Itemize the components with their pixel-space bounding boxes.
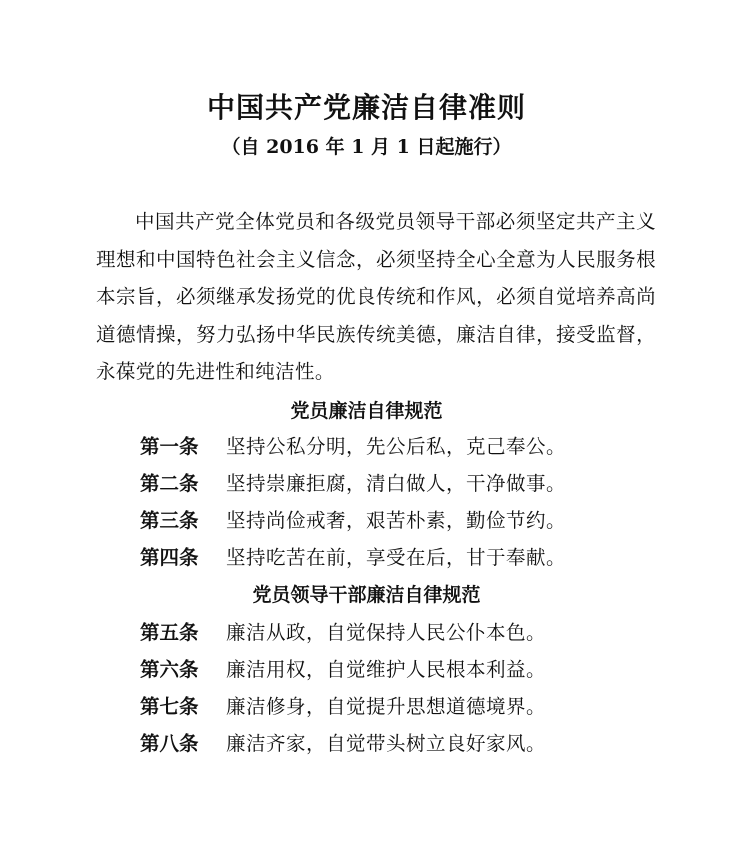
article-number: 第三条	[140, 509, 199, 532]
article-item	[140, 541, 566, 575]
article-number: 第一条	[140, 435, 199, 458]
document-title: 中国共产党廉洁自律准则	[206, 91, 526, 124]
article-item	[140, 690, 546, 724]
article-item	[140, 504, 566, 538]
article-item	[140, 616, 546, 650]
article-item	[140, 430, 566, 464]
section-heading-leaders: 党员领导干部廉洁自律规范	[252, 584, 481, 606]
section-heading-members: 党员廉洁自律规范	[290, 400, 443, 422]
article-number: 第五条	[140, 621, 199, 644]
article-item	[140, 727, 546, 761]
article-number: 第八条	[140, 732, 199, 755]
article-number: 第六条	[140, 658, 199, 681]
article-item	[140, 653, 546, 687]
article-text: 廉洁齐家，自觉带头树立良好家风。	[226, 732, 547, 755]
article-text: 坚持崇廉拒腐，清白做人，干净做事。	[226, 472, 567, 495]
intro-paragraph: 中国共产党全体党员和各级党员领导干部必须坚定共产主义理想和中国特色社会主义信念，必须坚持全心全意为人民服务根本宗旨，必须继承发扬党的优良传统和作风，必须自觉培养高尚道德情操，努力弘扬中华民族传统美德，廉洁自律，接受监督，永葆党的先进性和纯洁性。	[96, 210, 656, 383]
article-text: 廉洁修身，自觉提升思想道德境界。	[226, 695, 547, 718]
article-text: 廉洁从政，自觉保持人民公仆本色。	[226, 621, 547, 644]
article-number: 第二条	[140, 472, 199, 495]
article-number: 第七条	[140, 695, 199, 718]
article-item	[140, 467, 566, 501]
article-text: 坚持吃苦在前，享受在后，甘于奉献。	[226, 546, 567, 569]
article-text: 廉洁用权，自觉维护人民根本利益。	[226, 658, 547, 681]
article-number: 第四条	[140, 546, 199, 569]
article-text: 坚持尚俭戒奢，艰苦朴素，勤俭节约。	[226, 509, 567, 532]
document-subtitle: （自 2016 年 1 月 1 日起施行）	[221, 136, 512, 158]
article-text: 坚持公私分明，先公后私，克己奉公。	[226, 435, 567, 458]
